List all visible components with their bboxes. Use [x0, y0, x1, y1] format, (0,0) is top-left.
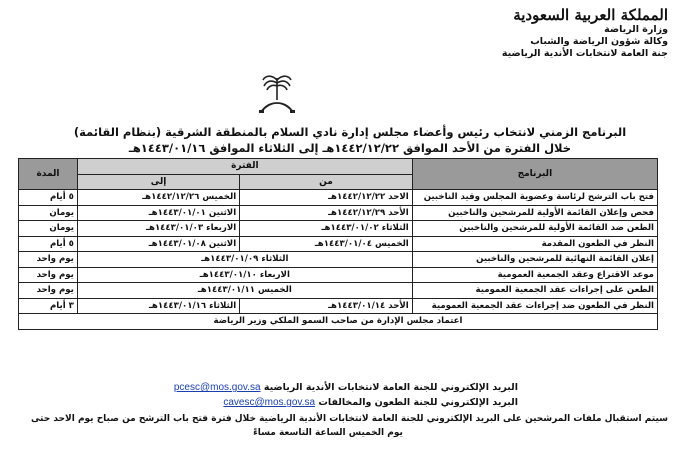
- cell-duration: يوم واحد: [19, 267, 78, 283]
- email2-link[interactable]: cavesc@mos.gov.sa: [223, 397, 316, 408]
- table-row: [19, 298, 658, 314]
- letterhead: [493, 6, 668, 60]
- kingdom-title: المملكة العربية السعودية: [513, 6, 668, 24]
- submission-note-end: يوم الخميس الساعة التاسعة مساءً: [253, 428, 403, 438]
- cell-to: الاثنين ١٤٤٣/٠١/٠٨هـ: [77, 236, 239, 252]
- cell-program: فتح باب الترشح لرئاسة وعضوية المجلس وقيد الناخبين: [412, 190, 657, 206]
- cell-duration: يومان: [19, 205, 78, 221]
- header-period: الفترة: [77, 159, 412, 175]
- document-subtitle: خلال الفترة من الأحد الموافق ١٤٤٢/١٢/٢٢هـ إلى الثلاثاء الموافق ١٤٤٣/٠١/١٦هـ: [128, 141, 572, 155]
- table-row: [19, 221, 658, 237]
- cell-duration: ٥ أيام: [19, 236, 78, 252]
- cell-duration: يومان: [19, 221, 78, 237]
- cell-to: الثلاثاء ١٤٤٣/٠١/١٦هـ: [77, 298, 239, 314]
- cell-duration: يوم واحد: [19, 283, 78, 299]
- agency-name: وكالة شؤون الرياضة والشباب: [530, 36, 668, 47]
- header-duration: المدة: [19, 159, 78, 190]
- email2-label: البريد الإلكتروني للجنة الطعون والمخالفات: [318, 397, 518, 408]
- cell-duration: ٣ أيام: [19, 298, 78, 314]
- document-title: البرنامج الزمني لانتخاب رئيس وأعضاء مجلس إدارة نادي السلام بالمنطقة الشرقية (بنظام القائمة): [73, 125, 627, 139]
- cell-from: الأحد ١٤٤٢/١٢/٢٩هـ: [240, 205, 413, 221]
- table-row: [19, 267, 658, 283]
- ministry-name: وزارة الرياضة: [604, 24, 668, 35]
- cell-to: الاثنين ١٤٤٣/٠١/٠١هـ: [77, 205, 239, 221]
- cell-from: الخميس ١٤٤٣/٠١/٠٤هـ: [240, 236, 413, 252]
- submission-note: سيتم استقبال ملفات المرشحين على البريد الإلكتروني للجنة العامة لانتخابات الأندية الرياضية خلال فترة فتح باب الترشح من صباح يوم الاحد حتى: [30, 414, 668, 424]
- cell-program: إعلان القائمة النهائية للمرشحين والناخبين: [412, 252, 657, 268]
- table-row: [19, 283, 658, 299]
- header-to: إلى: [77, 174, 239, 190]
- cell-to: الاربعاء ١٤٤٣/٠١/٠٣هـ: [77, 221, 239, 237]
- email-line-2: [118, 397, 518, 408]
- table-row: [19, 205, 658, 221]
- cell-program: الطعن ضد القائمة الأولية للمرشحين والناخبين: [412, 221, 657, 237]
- email1-link[interactable]: pcesc@mos.gov.sa: [173, 382, 261, 393]
- table-header-row: [19, 159, 658, 175]
- cell-program: الطعن على إجراءات عقد الجمعية العمومية: [412, 283, 657, 299]
- cell-date: الاربعاء ١٤٤٣/٠١/١٠هـ: [77, 267, 412, 283]
- table-row: [19, 190, 658, 206]
- header-from: من: [240, 174, 413, 190]
- cell-from: الثلاثاء ١٤٤٣/٠١/٠٢هـ: [240, 221, 413, 237]
- table-final-row: [19, 314, 658, 330]
- cell-to: الخميس ١٤٤٢/١٢/٢٦هـ: [77, 190, 239, 206]
- table-row: [19, 236, 658, 252]
- cell-program: فحص وإعلان القائمة الأولية للمرشحين والناخبين: [412, 205, 657, 221]
- cell-duration: يوم واحد: [19, 252, 78, 268]
- cell-date: الخميس ١٤٤٣/٠١/١١هـ: [77, 283, 412, 299]
- header-program: البرنامج: [412, 159, 657, 190]
- cell-program: النظر في الطعون ضد إجراءات عقد الجمعية العمومية: [412, 298, 657, 314]
- cell-from: الاحد ١٤٤٢/١٢/٢٢هـ: [240, 190, 413, 206]
- email1-label: البريد الإلكتروني للجنة العامة لانتخابات الأندية الرياضية: [263, 382, 518, 393]
- cell-program: النظر في الطعون المقدمة: [412, 236, 657, 252]
- cell-date: الثلاثاء ١٤٤٣/٠١/٠٩هـ: [77, 252, 412, 268]
- schedule-table: [18, 158, 658, 330]
- cell-program: موعد الاقتراع وعقد الجمعية العمومية: [412, 267, 657, 283]
- committee-name: جنة العامة لانتخابات الأندية الرياضية: [501, 48, 668, 59]
- cell-duration: ٥ أيام: [19, 190, 78, 206]
- table-row: [19, 252, 658, 268]
- saudi-emblem-icon: [255, 70, 299, 118]
- cell-from: الأحد ١٤٤٣/٠١/١٤هـ: [240, 298, 413, 314]
- cell-final-approval: اعتماد مجلس الإدارة من صاحب السمو الملكي وزير الرياضة: [19, 314, 658, 330]
- email-line-1: [118, 382, 518, 393]
